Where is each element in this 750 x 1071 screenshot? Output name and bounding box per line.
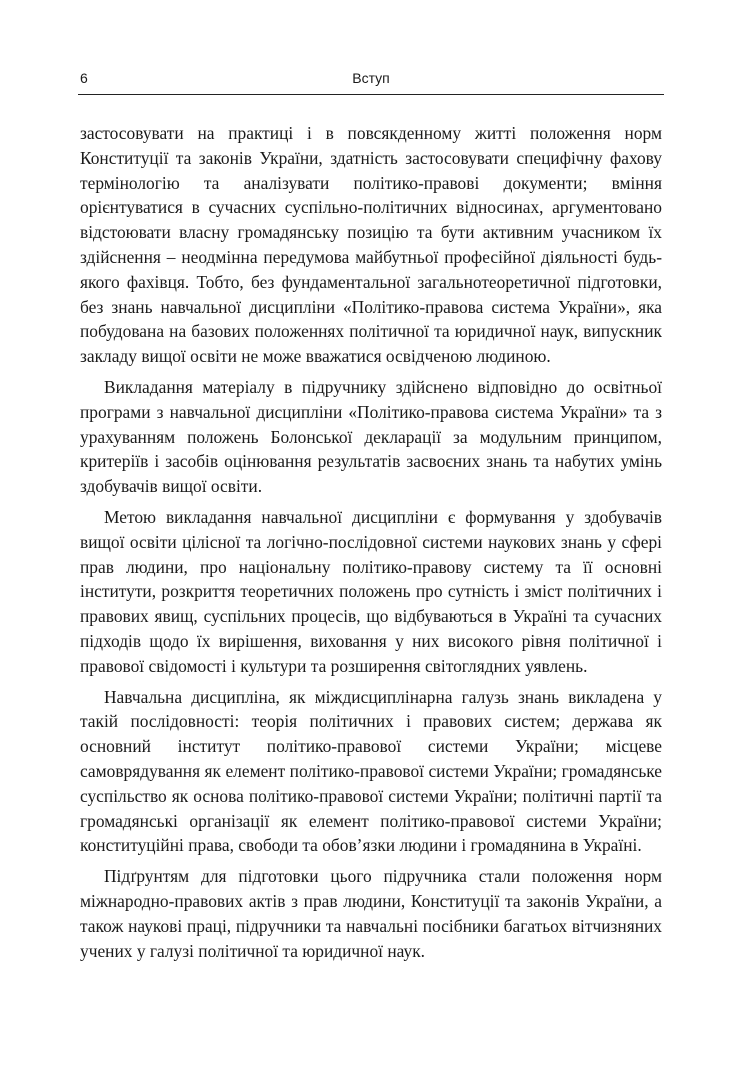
page-header bbox=[78, 66, 664, 95]
running-title: Вступ bbox=[352, 70, 390, 86]
paragraph-continuation: застосовувати на практиці і в повсякденному житті положення норм Конституції та законів України, здатність застосовувати специфічну фахову термінологію та аналізувати політико-правові документи; вміння орієнтуватися в сучасних суспільно-політичних відносинах, аргументовано відстоювати власну громадянську позицію та бути активним учасником їх здійснення – неодмінна передумова майбутньої професійної діяльності будь-якого фахівця. Тобто, без фундаментальної загальнотеоретичної підготовки, без знань навчальної дисципліни «Політико-правова система України», яка побудована на базових положеннях політичної та юридичної наук, випускник закладу вищої освіти не може вважатися освідченою людиною. bbox=[80, 123, 662, 367]
page-number: 6 bbox=[80, 70, 88, 86]
paragraph-sources: Підґрунтям для підготовки цього підручника стали положення норм міжнародно-правових актів з прав людини, Конституції та законів України, а також наукові праці, підручники та навчальні посібники багатьох вітчизняних учених у галузі політичної та юридичної наук. bbox=[80, 866, 662, 961]
paragraph-teaching-material: Викладання матеріалу в підручнику здійснено відповідно до освітньої програми з навчальної дисципліни «Політико-правова система України» та з урахуванням положень Болонської декларації за модульним принципом, критеріїв і засобів оцінювання результатів засвоєних знань та набутих умінь здобувачів вищої освіти. bbox=[80, 376, 662, 497]
paragraph-discipline-structure: Навчальна дисципліна, як міждисциплінарна галузь знань викладена у такій послідовності: теорія політичних і правових систем; держава як основний інститут політико-правової системи України; місцеве самоврядування як елемент політико-правової системи України; громадянське суспільство як основа політико-правової системи України; політичні партії та громадянські організації як елемент політико-правової системи України; конституційні права, свободи та обов’язки людини і громадянина в Україні. bbox=[80, 686, 662, 856]
main-text bbox=[80, 121, 662, 969]
paragraph-goal: Метою викладання навчальної дисципліни є формування у здобувачів вищої освіти цілісної та логічно-послідовної системи наукових знань у сфері прав людини, про національну політико-правову систему та її основні інститути, розкриття теоретичних положень про сутність і зміст політичних і правових явищ, суспільних процесів, що відбуваються в Україні та сучасних підходів щодо їх вирішення, виховання у них високого рівня політичної і правової свідомості і культури та розширення світоглядних уявлень. bbox=[80, 506, 662, 676]
